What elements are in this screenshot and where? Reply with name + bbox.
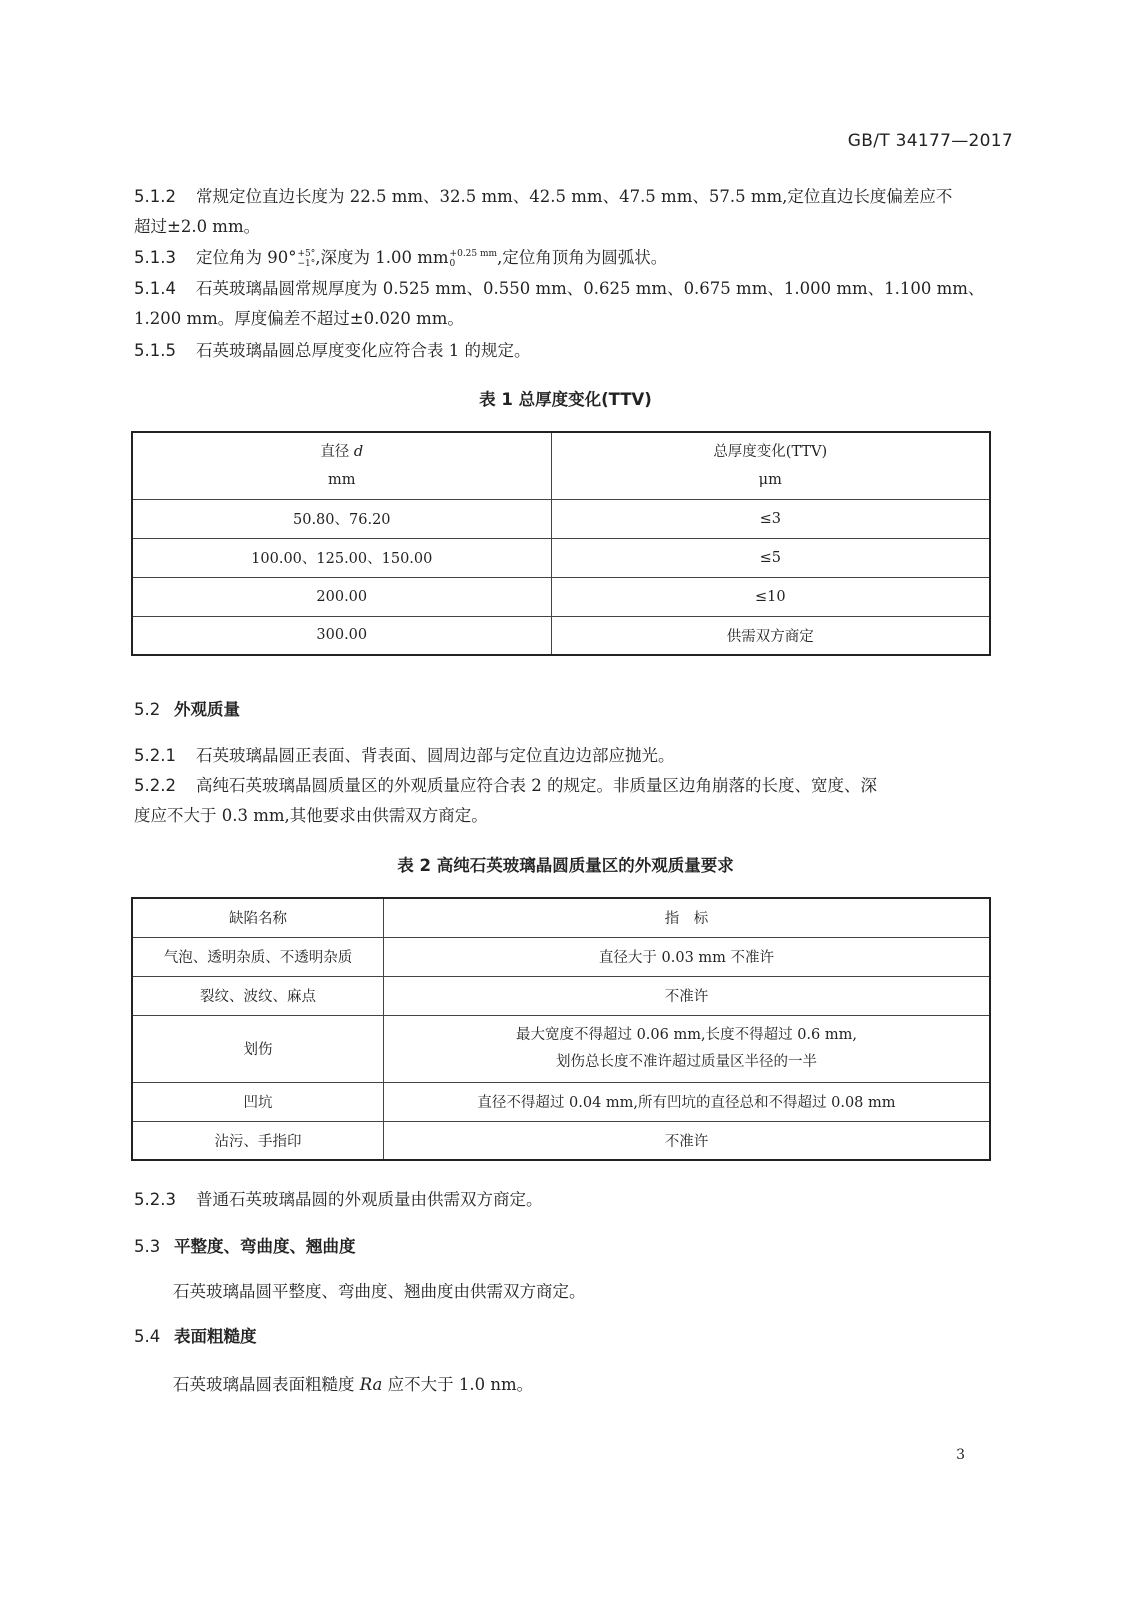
table-row [132,577,990,616]
section-number: 5.4 [134,1327,161,1346]
clause-text: 定位角为 90° [196,248,297,267]
clause-number: 5.1.3 [134,248,176,267]
section-title: 表面粗糙度 [174,1327,257,1346]
spec-line-1: 最大宽度不得超过 0.06 mm,长度不得超过 0.6 mm, [515,1026,857,1043]
table-row [132,538,990,577]
clause-5-2-2 [134,771,1014,831]
clause-text-cont: 度应不大于 0.3 mm,其他要求由供需双方商定。 [134,806,488,825]
spec-cell: 不准许 [383,976,990,1015]
defect-name-cell: 沾污、手指印 [132,1121,383,1160]
ttv-cell: ≤5 [551,538,990,577]
table-row [132,976,990,1015]
table-1-ttv [131,431,991,656]
table-2-caption: 表 2 高纯石英玻璃晶圆质量区的外观质量要求 [397,856,734,875]
clause-text: 石英玻璃晶圆总厚度变化应符合表 1 的规定。 [196,341,531,360]
table-header-row [132,898,990,937]
angle-tolerance: +5° −1° [297,248,316,269]
section-5-2-heading [134,695,1014,725]
section-5-3-heading [134,1232,1014,1262]
table-header-row [132,432,990,499]
clause-text: 常规定位直边长度为 22.5 mm、32.5 mm、42.5 mm、47.5 mm、57.5 mm,定位直边长度偏差应不 [196,187,953,206]
defect-name-cell: 划伤 [132,1015,383,1082]
diameter-cell: 300.00 [132,616,551,655]
ttv-cell: 供需双方商定 [551,616,990,655]
clause-text: 石英玻璃晶圆常规厚度为 0.525 mm、0.550 mm、0.625 mm、0.675 mm、1.000 mm、1.100 mm、 [196,279,985,298]
clause-text: 普通石英玻璃晶圆的外观质量由供需双方商定。 [196,1190,543,1209]
spec-cell [383,1015,990,1082]
spec-cell: 不准许 [383,1121,990,1160]
table-2-appearance [131,897,991,1161]
defect-name-cell: 气泡、透明杂质、不透明杂质 [132,937,383,976]
column-header-diameter: 直径 d mm [132,432,551,499]
roughness-symbol: Ra [359,1375,383,1394]
table-row [132,499,990,538]
section-5-4-heading [134,1322,1014,1352]
defect-name-cell: 凹坑 [132,1082,383,1121]
diameter-cell: 200.00 [132,577,551,616]
section-5-3-text: 石英玻璃晶圆平整度、弯曲度、翘曲度由供需双方商定。 [173,1282,586,1301]
clause-text-cont: 超过±2.0 mm。 [134,217,261,236]
clause-5-1-2 [134,182,1014,242]
section-title: 外观质量 [174,700,240,719]
diameter-cell: 50.80、76.20 [132,499,551,538]
diameter-cell: 100.00、125.00、150.00 [132,538,551,577]
table-row [132,616,990,655]
table-row [132,937,990,976]
clause-5-1-4 [134,274,1014,334]
ttv-cell: ≤3 [551,499,990,538]
section-title: 平整度、弯曲度、翘曲度 [174,1237,356,1256]
table-row [132,1082,990,1121]
clause-5-1-3 [134,243,1014,273]
table-row [132,1121,990,1160]
clause-5-1-5 [134,336,1014,366]
column-header-defect: 缺陷名称 [132,898,383,937]
depth-tolerance: +0.25 mm 0 [449,248,498,269]
clause-text: ,定位角顶角为圆弧状。 [497,248,668,267]
clause-text: ,深度为 1.00 mm [315,248,449,267]
clause-number: 5.1.2 [134,187,176,206]
section-number: 5.2 [134,700,161,719]
spec-cell: 直径大于 0.03 mm 不准许 [383,937,990,976]
page-number: 3 [956,1447,965,1463]
standard-id-header: GB/T 34177—2017 [847,131,1013,151]
defect-name-cell: 裂纹、波纹、麻点 [132,976,383,1015]
clause-text: 石英玻璃晶圆正表面、背表面、圆周边部与定位直边边部应抛光。 [196,746,675,765]
table-1-caption: 表 1 总厚度变化(TTV) [479,390,652,409]
table-row [132,1015,990,1082]
section-5-4-text: 石英玻璃晶圆表面粗糙度 Ra 应不大于 1.0 nm。 [173,1375,534,1394]
clause-5-2-3 [134,1185,1014,1215]
column-header-spec: 指 标 [383,898,990,937]
clause-number: 5.1.4 [134,279,176,298]
clause-number: 5.2.3 [134,1190,176,1209]
column-header-ttv: 总厚度变化(TTV) μm [551,432,990,499]
clause-number: 5.1.5 [134,341,176,360]
clause-5-2-1 [134,741,1014,771]
ttv-cell: ≤10 [551,577,990,616]
spec-cell: 直径不得超过 0.04 mm,所有凹坑的直径总和不得超过 0.08 mm [383,1082,990,1121]
clause-number: 5.2.1 [134,746,176,765]
clause-text: 高纯石英玻璃晶圆质量区的外观质量应符合表 2 的规定。非质量区边角崩落的长度、宽度、深 [196,776,877,795]
clause-number: 5.2.2 [134,776,176,795]
clause-text-cont: 1.200 mm。厚度偏差不超过±0.020 mm。 [134,309,464,328]
spec-line-2: 划伤总长度不准许超过质量区半径的一半 [555,1053,817,1070]
section-number: 5.3 [134,1237,161,1256]
